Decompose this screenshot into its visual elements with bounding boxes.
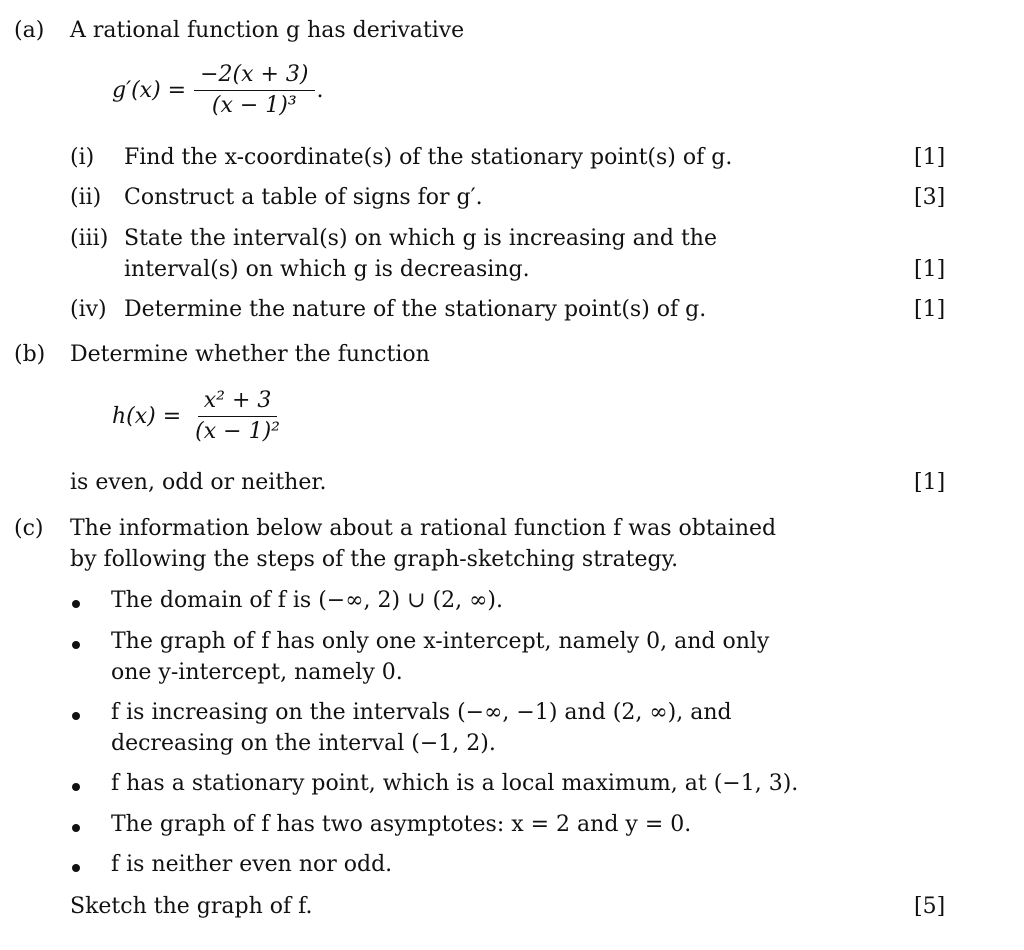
bullet-icon — [72, 864, 80, 872]
fraction-numerator: x² + 3 — [198, 388, 278, 417]
part-b-intro: Determine whether the function — [70, 342, 430, 367]
bullet-item-text-line2: decreasing on the interval (−1, 2). — [111, 731, 496, 756]
equation-period: . — [316, 78, 324, 104]
bullet-icon — [72, 824, 80, 832]
part-b-label: (b) — [14, 342, 46, 367]
part-a-iii-label: (iii) — [70, 226, 109, 251]
part-a-ii-text: Construct a table of signs for g′. — [124, 185, 483, 210]
part-a-ii-label: (ii) — [70, 185, 102, 210]
part-b-outro: is even, odd or neither. — [70, 470, 327, 495]
part-a-i-label: (i) — [70, 145, 95, 170]
equation-fraction — [194, 62, 314, 120]
equation-h — [112, 388, 288, 446]
part-a-iv-mark: [1] — [914, 297, 946, 322]
part-a-i-mark: [1] — [914, 145, 946, 170]
part-c-intro-line1: The information below about a rational function f was obtained — [70, 516, 777, 541]
part-c-mark: [5] — [914, 894, 946, 919]
bullet-icon — [72, 641, 80, 649]
bullet-item-text: The domain of f is (−∞, 2) ∪ (2, ∞). — [111, 588, 503, 613]
bullet-icon — [72, 600, 80, 608]
bullet-item-text: f has a stationary point, which is a local maximum, at (−1, 3). — [111, 771, 799, 796]
bullet-icon — [72, 712, 80, 720]
part-a-label: (a) — [14, 18, 45, 43]
bullet-item-text-line2: one y-intercept, namely 0. — [111, 660, 403, 685]
bullet-item-text: f is increasing on the intervals (−∞, −1) and (2, ∞), and — [111, 700, 732, 725]
fraction-numerator: −2(x + 3) — [194, 62, 314, 91]
part-a-iii-text-line2: interval(s) on which g is decreasing. — [124, 257, 530, 282]
part-a-i-text: Find the x-coordinate(s) of the stationary point(s) of g. — [124, 145, 733, 170]
equation-lhs: h(x) = — [112, 404, 182, 430]
bullet-item-text: f is neither even nor odd. — [111, 852, 393, 877]
part-c-intro-line2: by following the steps of the graph-sketching strategy. — [70, 547, 679, 572]
part-a-iii-text-line1: State the interval(s) on which g is increasing and the — [124, 226, 717, 251]
part-c-closing: Sketch the graph of f. — [70, 894, 313, 919]
part-a-intro: A rational function g has derivative — [70, 18, 465, 43]
equation-fraction — [189, 388, 286, 446]
part-a-ii-mark: [3] — [914, 185, 946, 210]
part-a-iv-label: (iv) — [70, 297, 107, 322]
part-a-iv-text: Determine the nature of the stationary point(s) of g. — [124, 297, 707, 322]
bullet-item-text: The graph of f has two asymptotes: x = 2 and y = 0. — [111, 812, 692, 837]
part-a-iii-mark: [1] — [914, 257, 946, 282]
fraction-denominator: (x − 1)³ — [211, 93, 297, 119]
bullet-icon — [72, 783, 80, 791]
part-c-label: (c) — [14, 516, 44, 541]
part-b-mark: [1] — [914, 470, 946, 495]
bullet-item-text: The graph of f has only one x-intercept, namely 0, and only — [111, 629, 770, 654]
equation-lhs: g′(x) = — [112, 78, 187, 104]
equation-g-prime — [112, 62, 324, 120]
fraction-denominator: (x − 1)² — [195, 419, 280, 445]
